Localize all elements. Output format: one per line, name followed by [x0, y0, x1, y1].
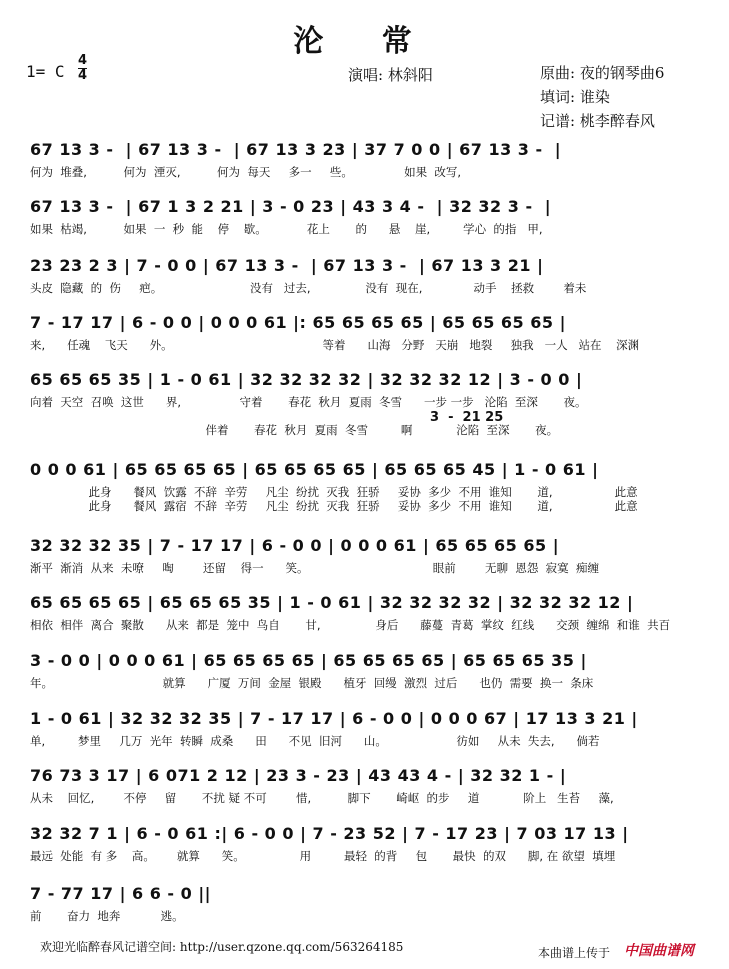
alt-notation: 3 - 21 25 — [430, 410, 504, 425]
singer: 演唱: 林斜阳 — [348, 66, 433, 84]
lyric-line: 渐平 渐消 从来 未嘹 啕 还留 得一 笑。 眼前 无聊 恩怨 寂寞 痴缠 — [30, 561, 599, 575]
credit-original: 原曲: 夜的钢琴曲6 — [540, 64, 665, 82]
lyric-line: 相依 相伴 离合 聚散 从来 都是 笼中 鸟自 甘, 身后 藤蔓 青葛 掌纹 红线 交颈 缠绵 和谁 共百 — [30, 618, 671, 632]
lyric-line: 前 奋力 地奔 逃。 — [30, 909, 184, 923]
lyric-line: 此身 餐风 饮露 不辞 辛劳 凡尘 纷扰 灭我 狂骄 妥协 多少 不用 谁知 道, 此意 — [30, 485, 638, 499]
upload-text: 本曲谱上传于 — [538, 946, 611, 960]
lyric-line: 头皮 隐藏 的 伤 疤。 没有 过去, 没有 现在, 动手 拯救 着未 — [30, 281, 587, 295]
lyric-line: 伴着 春花 秋月 夏雨 冬雪 啊 沦陷 至深 夜。 — [30, 423, 559, 437]
notation-line: 67 13 3 - | 67 1 3 2 21 | 3 - 0 23 | 43 3 4 - | 32 32 3 - | — [30, 197, 552, 216]
page-title: 沦 常 — [293, 24, 436, 59]
notation-line: 7 - 77 17 | 6 6 - 0 || — [30, 884, 212, 903]
lyric-line: 单, 梦里 几万 光年 转瞬 成桑 田 不见 旧河 山。 彷如 从未 失去, 倘若 — [30, 734, 600, 748]
credit-lyrics: 填词: 谁染 — [540, 88, 610, 106]
time-sig-bottom: 4 — [78, 68, 88, 83]
lyric-line: 年。 就算 广厦 万间 金屋 银殿 植牙 回缦 激烈 过后 也仍 需要 换一 条床 — [30, 676, 594, 690]
notation-line: 67 13 3 - | 67 13 3 - | 67 13 3 23 | 37 7 0 0 | 67 13 3 - | — [30, 140, 562, 159]
lyric-line: 从未 回忆, 不停 留 不扰 疑 不可 惜, 脚下 崎岖 的步 道 阶上 生苔 藻, — [30, 791, 614, 805]
notation-line: 32 32 32 35 | 7 - 17 17 | 6 - 0 0 | 0 0 0 61 | 65 65 65 65 | — [30, 536, 560, 555]
lyric-line: 如果 枯竭, 如果 一 秒 能 停 歇。 花上 的 悬 崖, 学心 的指 甲, — [30, 222, 543, 236]
time-signature — [78, 54, 87, 83]
footer-link: 欢迎光临醉春风记谱空间: http://user.qzone.qq.com/563264185 — [40, 940, 404, 954]
notation-line: 32 32 7 1 | 6 - 0 61 :| 6 - 0 0 | 7 - 23 52 | 7 - 17 23 | 7 03 17 13 | — [30, 824, 629, 843]
notation-line: 3 - 0 0 | 0 0 0 61 | 65 65 65 65 | 65 65 65 65 | 65 65 65 35 | — [30, 651, 587, 670]
lyric-line: 向着 天空 召唤 这世 界, 守着 春花 秋月 夏雨 冬雪 一步 一步 沦陷 至深 夜。 — [30, 395, 587, 409]
notation-line: 65 65 65 65 | 65 65 65 35 | 1 - 0 61 | 32 32 32 32 | 32 32 32 12 | — [30, 593, 634, 612]
lyric-line: 何为 堆叠, 何为 湮灭, 何为 每天 多一 些。 如果 改写, — [30, 165, 462, 179]
lyric-line: 最远 处能 有 多 高。 就算 笑。 用 最轻 的背 包 最快 的双 脚, 在 欲望 填埋 — [30, 849, 616, 863]
notation-line: 0 0 0 61 | 65 65 65 65 | 65 65 65 65 | 65 65 65 45 | 1 - 0 61 | — [30, 460, 599, 479]
notation-line: 76 73 3 17 | 6 071 2 12 | 23 3 - 23 | 43 43 4 - | 32 32 1 - | — [30, 766, 567, 785]
credit-transcriber: 记谱: 桃李醉春风 — [540, 112, 655, 130]
lyric-line: 来, 任魂 飞天 外。 等着 山海 分野 天崩 地裂 独我 一人 站在 深渊 — [30, 338, 640, 352]
time-sig-top: 4 — [78, 53, 88, 68]
key-signature: 1= C — [26, 62, 65, 81]
notation-line: 65 65 65 35 | 1 - 0 61 | 32 32 32 32 | 32 32 32 12 | 3 - 0 0 | — [30, 370, 583, 389]
site-logo: 中国曲谱网 — [624, 943, 694, 959]
notation-line: 1 - 0 61 | 32 32 32 35 | 7 - 17 17 | 6 - 0 0 | 0 0 0 67 | 17 13 3 21 | — [30, 709, 638, 728]
notation-line: 7 - 17 17 | 6 - 0 0 | 0 0 0 61 |: 65 65 65 65 | 65 65 65 65 | — [30, 313, 566, 332]
lyric-line: 此身 餐风 露宿 不辞 辛劳 凡尘 纷扰 灭我 狂骄 妥协 多少 不用 谁知 道, 此意 — [30, 499, 638, 513]
notation-line: 23 23 2 3 | 7 - 0 0 | 67 13 3 - | 67 13 3 - | 67 13 3 21 | — [30, 256, 544, 275]
